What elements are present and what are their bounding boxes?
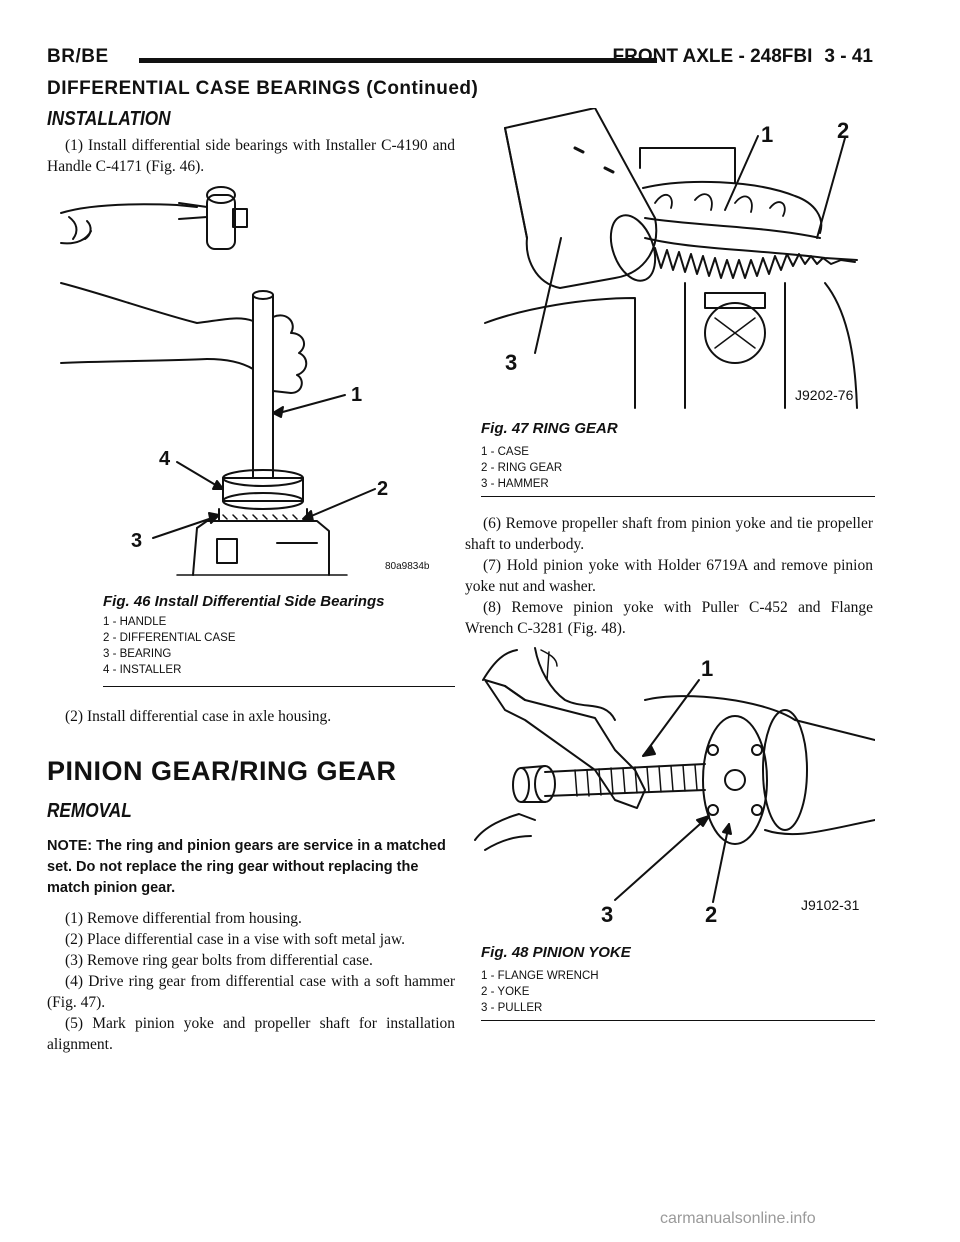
installation-step-2: (2) Install differential case in axle housing. (65, 708, 332, 725)
fig47-code: J9202-76 (795, 387, 854, 403)
pinion-heading: PINION GEAR/RING GEAR (47, 756, 397, 786)
removal-steps-continued (465, 513, 873, 639)
fig48-callout-2: 2 (705, 902, 718, 927)
right-column (465, 108, 875, 1108)
fig48-code: J9102-31 (801, 897, 860, 913)
fig46-legend-item: 3 - BEARING (103, 648, 172, 660)
fig48-illustration (465, 640, 875, 930)
fig48-legend-item: 3 - PULLER (481, 1002, 543, 1014)
fig48-rule (481, 1020, 875, 1021)
fig46-callout-2: 2 (377, 478, 389, 500)
fig46-rule (103, 686, 455, 687)
header-page-number: 3 - 41 (824, 46, 873, 67)
fig46-legend (103, 614, 236, 678)
fig47-legend-item: 1 - CASE (481, 446, 529, 458)
fig46-illustration (47, 183, 455, 578)
fig48-legend-item: 2 - YOKE (481, 986, 530, 998)
fig46-legend-item: 4 - INSTALLER (103, 664, 182, 676)
fig48-legend-item: 1 - FLANGE WRENCH (481, 970, 599, 982)
fig47-callout-2: 2 (837, 118, 850, 143)
fig47-title: Fig. 47 RING GEAR (481, 420, 618, 437)
fig46-callout-3: 3 (131, 530, 143, 552)
fig48-callout-3: 3 (601, 902, 614, 927)
removal-step: (4) Drive ring gear from differential case with a soft hammer (Fig. 47). (47, 973, 455, 1011)
fig47-legend-item: 3 - HAMMER (481, 478, 549, 490)
fig48-title: Fig. 48 PINION YOKE (481, 944, 631, 961)
fig46-code: 80a9834b (385, 561, 430, 572)
fig46-title: Fig. 46 Install Differential Side Bearings (103, 593, 385, 610)
removal-step: (8) Remove pinion yoke with Puller C-452 and Flange Wrench C-3281 (Fig. 48). (465, 599, 873, 637)
removal-step: (6) Remove propeller shaft from pinion yoke and tie propeller shaft to underbody. (465, 515, 873, 553)
fig47-callout-1: 1 (761, 122, 774, 147)
left-column (47, 108, 455, 1108)
fig46-callout-4: 4 (159, 448, 171, 470)
fig47-rule (481, 496, 875, 497)
installation-heading: INSTALLATION (47, 108, 171, 130)
removal-step: (2) Place differential case in a vise with soft metal jaw. (65, 931, 406, 948)
fig46-callout-1: 1 (351, 384, 363, 406)
removal-step: (5) Mark pinion yoke and propeller shaft for installation alignment. (47, 1015, 455, 1053)
fig46-legend-item: 1 - HANDLE (103, 616, 167, 628)
removal-step: (3) Remove ring gear bolts from differential case. (65, 952, 373, 969)
header-section: FRONT AXLE - 248FBI (612, 46, 813, 67)
removal-step: (7) Hold pinion yoke with Holder 6719A and remove pinion yoke nut and washer. (465, 557, 873, 595)
pinion-note: NOTE: The ring and pinion gears are service in a matched set. Do not replace the ring gear without replacing the match pinion gear. (47, 838, 446, 896)
fig47-illustration (465, 108, 875, 413)
removal-step: (1) Remove differential from housing. (65, 910, 302, 927)
header-rule (139, 58, 657, 63)
fig47-legend (481, 444, 562, 492)
fig46-legend-item: 2 - DIFFERENTIAL CASE (103, 632, 236, 644)
header-section-page (605, 46, 873, 68)
page-header (47, 44, 873, 74)
watermark: carmanualsonline.info (660, 1210, 816, 1227)
removal-steps (47, 908, 455, 1055)
fig47-callout-3: 3 (505, 350, 518, 375)
fig47-legend-item: 2 - RING GEAR (481, 462, 563, 474)
continued-heading: DIFFERENTIAL CASE BEARINGS (Continued) (47, 78, 479, 99)
header-model: BR/BE (47, 46, 109, 67)
fig48-legend (481, 968, 599, 1016)
fig48-callout-1: 1 (701, 656, 714, 681)
removal-heading: REMOVAL (47, 800, 132, 822)
installation-step-1: (1) Install differential side bearings with Installer C-4190 and Handle C-4171 (Fig. 46). (47, 137, 455, 175)
